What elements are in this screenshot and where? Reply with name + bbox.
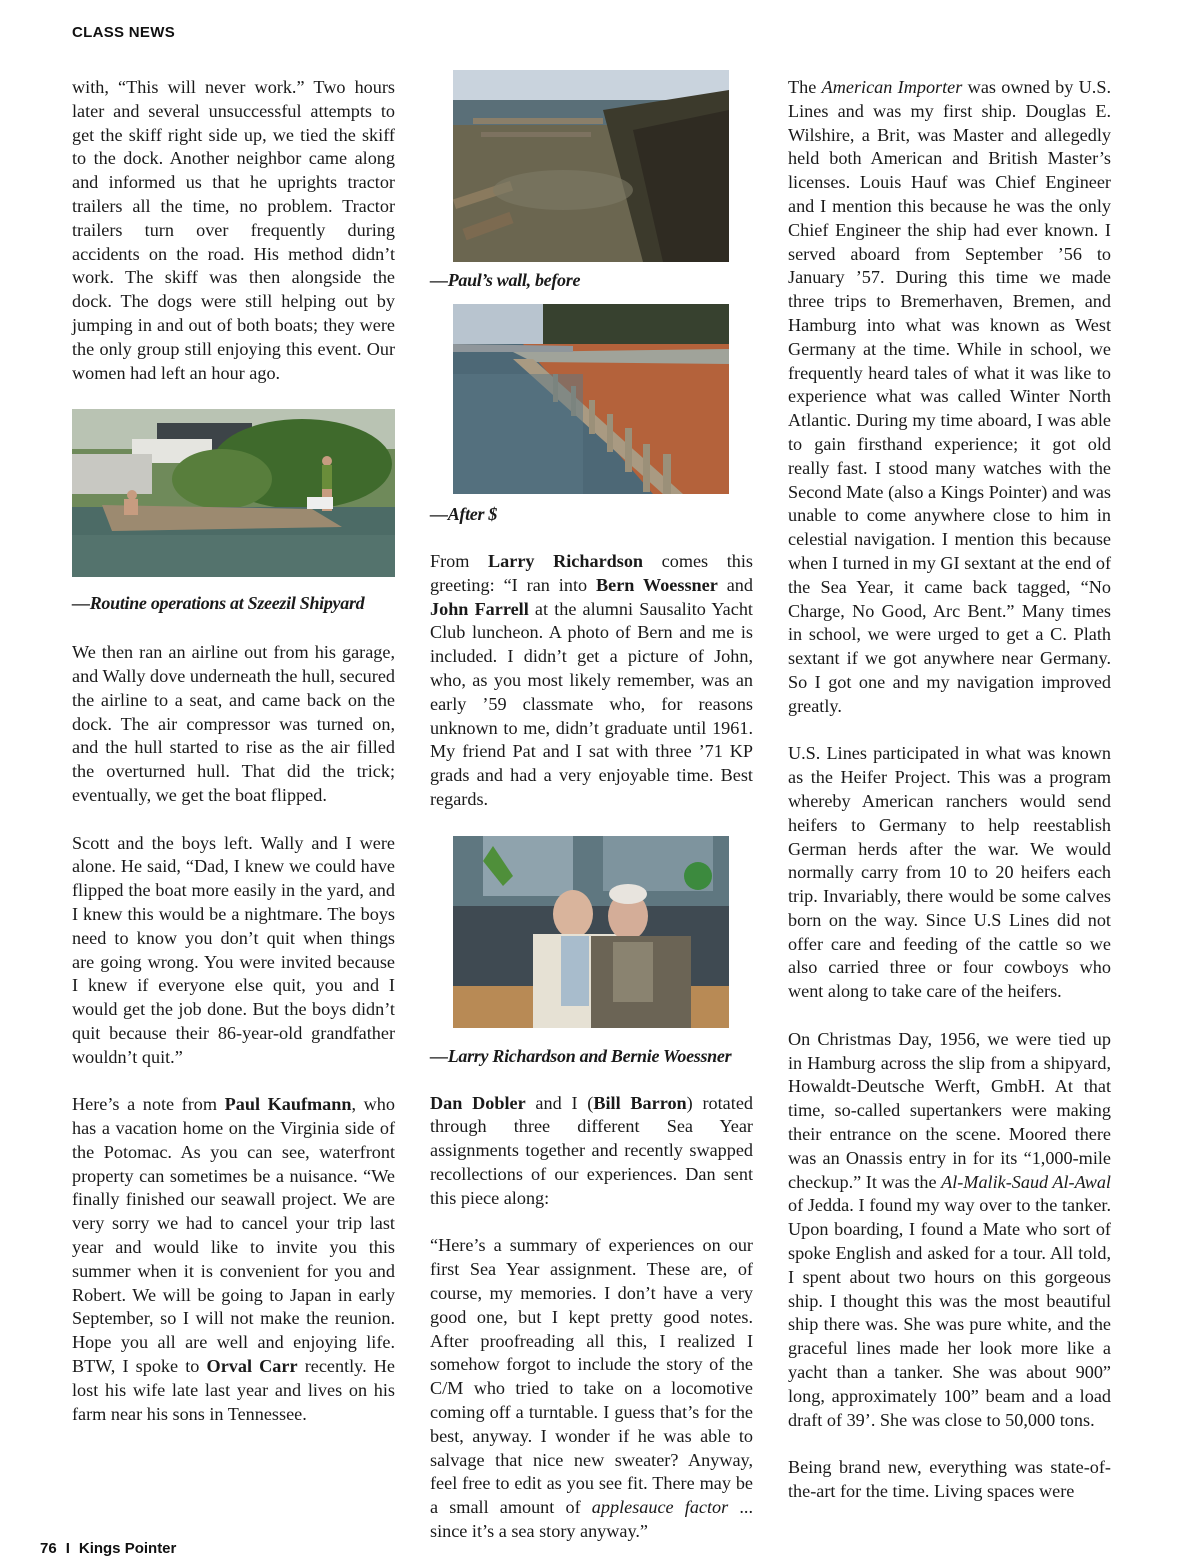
col1-paragraph-4 xyxy=(72,1093,395,1426)
caption-wall-after: —After $ xyxy=(430,504,498,524)
publication-name: Kings Pointer xyxy=(78,1540,177,1557)
col3-paragraph-2: U.S. Lines participated in what was known as the Heifer Project. This was a program whereby American ranchers would send heifers to Germany to help reestablish German herds after the war. We would normally carry from 10 to 20 heifers each trip. Invariably, there would be some calves born on the way. Since U.S Lines did not offer care and feeding of the cattle so we also carried three or four cowboys who went along to take care of the heifers. xyxy=(788,743,1111,1002)
col3-paragraph-4: Being brand new, everything was state-of-the-art for the time. Living spaces were xyxy=(788,1457,1111,1502)
name-bern-woessner: Bern Woessner xyxy=(596,574,718,595)
column-3 xyxy=(788,76,1111,1504)
col3-p3-a: On Christmas Day, 1956, we were tied up in Hamburg across the slip from a shipyard, Howaldt-Deutsche Werft, GmbH. At that time, so-called supertankers were making their entrance on the scene. Moored there was an Onassis entry in for its “1,000-mile checkup.” It was the xyxy=(788,1028,1111,1192)
col2-paragraph-3 xyxy=(430,1234,753,1543)
caption-wall-before: —Paul’s wall, before xyxy=(430,270,581,290)
ship-american-importer: American Importer xyxy=(821,77,963,97)
column-2 xyxy=(430,70,753,1568)
col1-p4-a: Here’s a note from xyxy=(72,1094,225,1115)
name-paul-kaufmann: Paul Kaufmann xyxy=(224,1094,352,1115)
photo-wall-after xyxy=(453,304,729,494)
photo-wall-before xyxy=(453,70,729,262)
col1-paragraph-2: We then ran an airline out from his garage, and Wally dove underneath the hull, secured the airline to a seat, and came back on the dock. The air compressor was turned on, and the hull started to rise as the air filled the overturned hull. That did the trick; eventually, we get the boat flipped. xyxy=(72,642,395,805)
page-footer xyxy=(40,1540,176,1557)
col2-p1-b: comes this greeting: “I ran into xyxy=(430,551,753,595)
col2-p2-a: and I ( xyxy=(525,1092,594,1113)
name-orval-carr: Orval Carr xyxy=(206,1356,298,1377)
name-bill-barron: Bill Barron xyxy=(593,1092,687,1113)
col3-p1-a: The xyxy=(788,77,822,97)
col3-p3-b: of Jedda. I found my way over to the tanker. Upon boarding, I found a Mate who sort of spoke English and asked for a tour. All told, I spent about two hours on this gorgeous ship. I thought this was the most beautiful ship there was. She was pure white, and the graceful lines made her look more like a yacht than a tanker. She was about 900” long, approximately 100” beam and a load draft of 39’. She was close to 50,000 tons. xyxy=(788,1195,1111,1430)
name-larry-richardson: Larry Richardson xyxy=(488,551,644,571)
name-john-farrell: John Farrell xyxy=(430,598,529,619)
caption-shipyard: —Routine operations at Szeezil Shipyard xyxy=(72,593,365,614)
col2-paragraph-1 xyxy=(430,550,753,812)
col2-p2-b: ) rotated through three different Sea Year assignments together and recently swapped recollections of our experiences. Dan sent this piece along: xyxy=(430,1092,753,1208)
name-dan-dobler: Dan Dobler xyxy=(430,1092,526,1113)
col2-p3-a: “Here’s a summary of experiences on our first Sea Year assignment. These are, of course, my memories. I don’t have a very good one, but I kept pretty good notes. After proofreading all this, I realized I somehow forgot to include the story of the C/M who tried to take on a locomotive coming off a turntable. I guess that’s for the best, anyway. I wonder if he was able to salvage that nice new sweater? Anyway, feel free to edit as you see fit. There may be a small amount of xyxy=(430,1235,753,1518)
col1-paragraph-1: with, “This will never work.” Two hours later and several unsuccessful attempts to get the skiff right side up, we tied the skiff to the dock. Another neighbor came along and informed us that he uprights tractor trailers all the time, no problem. Tractor trailers turn over frequently during accidents on the road. His method didn’t work. The skiff was then alongside the dock. The dogs were still helping out by jumping in and out of both boats; they were the only group still enjoying this event. Our women had left an hour ago. xyxy=(72,77,395,383)
col2-p3-b: ... since it’s a sea story anyway.” xyxy=(430,1497,754,1541)
column-1 xyxy=(72,76,395,1450)
col3-p1-b: was owned by U.S. Lines and was my first ship. Douglas E. Wilshire, a Brit, was Master and allegedly held both American and British Master’s licenses. Louis Hauf was Chief Engineer and I mention this because he was the only Chief Engineer the ship had ever known. I served aboard from September ’56 to January ’57. During this time we made three trips to Bremerhaven, Bremen, and Hamburg into what was known as West Germany at the time. While in school, we frequently heard tales of what it was like to experience what was called Winter North Atlantic. During my time aboard, I was able to gain firsthand experience; it got old really fast. I stood many watches with the Second Mate (also a Kings Pointer) and was unable to come anywhere close to him in celestial navigation. I mention this because when I turned in my GI sextant at the end of the Sea Year, it came back tagged, “No Charge, No Good, Arc Bent.” Many times in school, we were urged to get a C. Plath sextant if we got anywhere near Germany. So I got one and my navigation improved greatly. xyxy=(788,77,1112,716)
col3-paragraph-3 xyxy=(788,1028,1111,1433)
ship-al-malik-saud: Al-Malik-Saud Al-Awal xyxy=(941,1171,1111,1192)
col2-paragraph-2 xyxy=(430,1092,753,1211)
caption-larry-bernie: —Larry Richardson and Bernie Woessner xyxy=(430,1045,732,1066)
photo-larry-bernie xyxy=(453,836,729,1028)
photo-shipyard xyxy=(72,409,395,577)
col2-p1-a: From xyxy=(430,551,489,571)
col2-p1-d: at the alumni Sausalito Yacht Club luncheon. A photo of Bern and me is included. I didn’t get a picture of John, who, as you most likely remember, was an early ’59 classmate who, for reasons unknown to me, didn’t graduate until 1961. My friend Pat and I sat with three ’71 KP grads and had a very enjoyable time. Best regards. xyxy=(430,598,753,809)
col2-p1-c: and xyxy=(717,574,753,595)
col1-paragraph-3: Scott and the boys left. Wally and I were alone. He said, “Dad, I knew we could have flipped the boat more easily in the yard, and I knew this would be a nightmare. The boys need to know you don’t quit when things are going wrong. You were invited because I knew if everyone else quit, you and I would get the job done. But the boys didn’t quit because their 86-year-old grandfather wouldn’t quit.” xyxy=(72,832,395,1067)
page-number: 76 xyxy=(40,1540,57,1557)
col1-p4-c: recently. He lost his wife late last year and lives on his farm near his sons in Tennessee. xyxy=(72,1356,395,1424)
applesauce-factor: applesauce factor xyxy=(591,1497,729,1518)
col1-p4-b: , who has a vacation home on the Virginia side of the Potomac. As you can see, waterfront property can sometimes be a nuisance. “We finally finished our seawall project. We are very sorry we had to cancel your trip last year and would like to invite you this summer when it is convenient for you and Robert. We will be going to Japan in early September, so I will not make the reunion. Hope you all are well and enjoying life. BTW, I spoke to xyxy=(72,1094,395,1377)
section-label: CLASS NEWS xyxy=(72,24,176,41)
footer-separator: I xyxy=(65,1540,70,1557)
col3-paragraph-1 xyxy=(788,76,1111,719)
